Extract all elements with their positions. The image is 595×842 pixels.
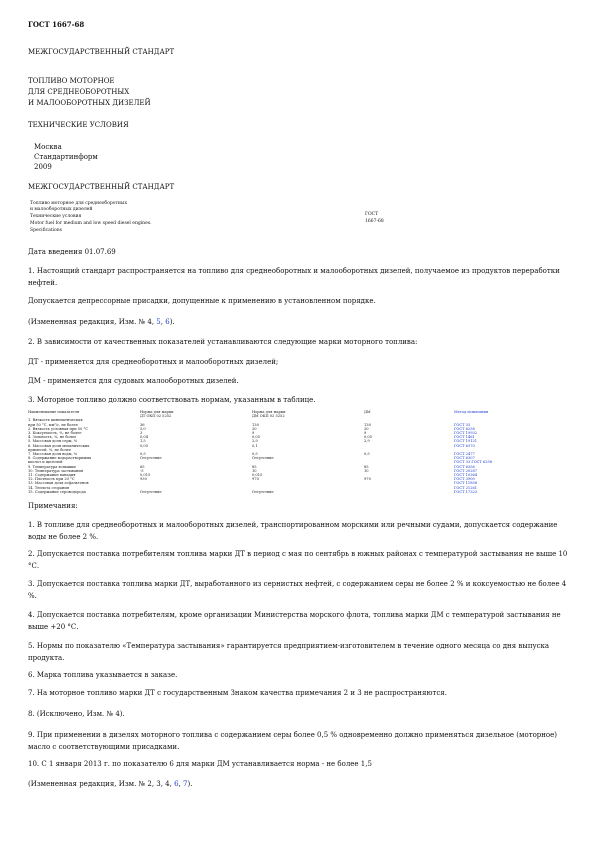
edit-note-2-link-6[interactable]: 6 xyxy=(174,780,179,788)
table-cell: 0,015 xyxy=(140,473,151,477)
note-6: 6. Марка топлива указывается в заказе. xyxy=(28,671,178,679)
table-cell: 970 xyxy=(252,477,259,482)
table-cell: 15. Содержание сероводорода xyxy=(28,489,86,494)
table-cell: 9 xyxy=(252,431,255,435)
table-cell: Норма для марки xyxy=(252,410,286,414)
table-cell: 7. Массовая доля воды, % xyxy=(28,452,78,456)
method-link[interactable]: ГОСТ 6356 xyxy=(454,464,475,469)
block-ru-line-1: Топливо моторное для среднеоборотных xyxy=(30,201,128,206)
table-cell: 2,9 xyxy=(252,439,258,444)
method-link[interactable]: ГОСТ 33 xyxy=(454,422,471,427)
block-en-spec: Specifications xyxy=(30,228,62,233)
table-cell: 9 xyxy=(364,431,367,435)
table-cell: 9. Температура вспышки xyxy=(28,464,76,469)
publisher-name: Стандартинформ xyxy=(34,153,98,161)
table-cell: 130 xyxy=(364,422,371,427)
table-cell: 970 xyxy=(364,477,371,482)
table-cell: 8. Содержание водорастворимых xyxy=(28,456,92,461)
note-8: 8. (Исключено, Изм. № 4). xyxy=(28,710,125,718)
table-cell: 65 xyxy=(140,464,145,469)
table-cell: 13. Массовая доля асфальтенов xyxy=(28,481,89,486)
method-link[interactable]: ГОСТ 20287 xyxy=(454,468,478,473)
table-cell: Отсутствие xyxy=(252,456,274,461)
table-cell: 10 xyxy=(364,468,369,473)
table-cell: 14. Теплота сгорания xyxy=(28,485,70,490)
method-link[interactable]: Метод испытания xyxy=(454,410,489,414)
subtitle: ТЕХНИЧЕСКИЕ УСЛОВИЯ xyxy=(28,121,129,129)
note-2: 2. Допускается поставка потребителям топлива марки ДТ в период с мая по сентябрь в южных районах с температурой застывания не выше 10 °С. xyxy=(28,550,568,570)
table-cell: 85 xyxy=(252,464,257,469)
paragraph-2b: ДМ - применяется для судовых малооборотных дизелей. xyxy=(28,377,239,385)
table-cell: 20 xyxy=(364,426,369,431)
table-cell: 5. Массовая доля серы, % xyxy=(28,439,78,444)
table-cell: 1. Вязкость кинематическая xyxy=(28,418,83,423)
table-cell: 4. Зольность, %, не более xyxy=(28,435,77,440)
block-gost-number: 1667-68 xyxy=(365,219,384,224)
table-cell: 3 xyxy=(140,431,143,435)
table-cell: при 50 °С, мм²/с, не более xyxy=(28,422,78,427)
table-cell: 2. Вязкость условная при 50 °С xyxy=(28,426,88,431)
table-cell: 0,05 xyxy=(140,443,149,448)
edit-note-1: (Измененная редакция, Изм. № 4, 5, 6). xyxy=(28,318,175,326)
table-cell: Отсутствие xyxy=(140,456,162,461)
edit-note-1-link-5[interactable]: 5 xyxy=(156,318,161,326)
method-link[interactable]: ГОСТ 33 ГОСТ 6258 xyxy=(454,460,493,465)
table-cell: Наименование показателя xyxy=(28,410,80,414)
table-cell: 1,5 xyxy=(140,439,146,444)
table-cell: 0,05 xyxy=(364,435,373,440)
table-cell: 10. Температура застывания xyxy=(28,468,84,473)
table-cell: ДТ ОКП 02 5252 xyxy=(140,414,172,419)
table-cell: кислот и щелочей xyxy=(28,460,63,465)
table-cell: 0,5 xyxy=(364,452,370,456)
intro-date-value: 01.07.69 xyxy=(84,248,116,256)
note-4: 4. Допускается поставка потребителям, кроме организации Министерства морского флота, топлива марки ДМ с температурой застывания не выше +20 °С. xyxy=(28,611,561,631)
edit-note-1-prefix: (Измененная редакция, Изм. № 4, xyxy=(28,318,155,326)
table-cell: 0,5 xyxy=(140,452,146,456)
table-row xyxy=(28,490,568,495)
edit-note-2-link-7[interactable]: 7 xyxy=(183,780,188,788)
method-link[interactable]: ГОСТ 3900 xyxy=(454,477,475,482)
table-cell: ДМ ОКП 02 5252 xyxy=(252,414,285,419)
title-line-2: ДЛЯ СРЕДНЕОБОРОТНЫХ xyxy=(28,88,130,96)
table-cell: ДМ xyxy=(364,410,371,414)
header-title: МЕЖГОСУДАРСТВЕННЫЙ СТАНДАРТ xyxy=(28,48,175,56)
table-cell: 85 xyxy=(364,464,369,469)
table-cell: 10 xyxy=(252,468,257,473)
table-cell: 2,9 xyxy=(364,439,370,444)
block-gost-label: ГОСТ xyxy=(365,212,379,217)
note-7: 7. На моторное топливо марки ДТ с государственным Знаком качества примечания 2 и 3 не распространяются. xyxy=(28,689,447,697)
paragraph-1b: Допускается депрессорные присадки, допущенные к применению в установленном порядке. xyxy=(28,297,376,305)
table-cell: 0,1 xyxy=(252,443,258,448)
method-link[interactable]: ГОСТ 6307 xyxy=(454,456,475,461)
note-9: 9. При применении в дизелях моторного топлива с содержанием серы более 0,5 % одновременно должно применяться дизельное (моторное) масло с соответствующими присадками. xyxy=(28,731,558,751)
paragraph-2a: ДТ - применяется для среднеоборотных и малооборотных дизелей; xyxy=(28,358,279,366)
doc-id: ГОСТ 1667-68 xyxy=(28,20,85,29)
method-link[interactable]: ГОСТ 1461 xyxy=(454,435,475,440)
publisher-city: Москва xyxy=(34,143,62,151)
method-link[interactable]: ГОСТ 21261 xyxy=(454,485,478,490)
paragraph-1: 1. Настоящий стандарт распространяется на топливо для среднеоборотных и малооборотных дизелей, получаемое из продуктов переработки нефтей. xyxy=(28,267,560,287)
method-link[interactable]: ГОСТ 6258 xyxy=(454,426,475,431)
method-link[interactable]: ГОСТ 19121 xyxy=(454,439,478,444)
publisher-year: 2009 xyxy=(34,163,52,171)
table-cell: 36 xyxy=(140,422,145,427)
table-cell: 6. Массовая доля механических xyxy=(28,443,90,448)
table-cell-method[interactable] xyxy=(454,490,564,494)
table-cell: Отсутствие xyxy=(252,489,274,494)
table-cell: 930 xyxy=(140,477,147,482)
intro-date-label: Дата введения xyxy=(28,248,83,256)
table-cell: 0,5 xyxy=(252,452,258,456)
edit-note-1-suffix: ). xyxy=(169,318,175,326)
edit-note-2-suffix: ). xyxy=(187,780,193,788)
edit-note-1-link-6[interactable]: 6 xyxy=(165,318,170,326)
paragraph-2: 2. В зависимости от качественных показателей устанавливаются следующие марки моторного топлива: xyxy=(28,338,418,346)
table-cell: примесей, %, не более xyxy=(28,447,72,452)
table-cell: Норма для марки xyxy=(140,410,174,414)
note-5: 5. Нормы по показателю «Температура застывания» гарантируется предприятием-изготовителем в течение одного месяца со дня выпуска продукта. xyxy=(28,642,550,662)
table-cell: 0,015 xyxy=(252,473,263,477)
table-cell: 5,0 xyxy=(140,426,146,431)
edit-note-2-prefix: (Измененная редакция, Изм. № 2, 3, 4, xyxy=(28,780,172,788)
block-en-line: Motor fuel for medium and low speed diesel engines. xyxy=(30,221,152,226)
table-cell: -5 xyxy=(140,468,144,473)
note-3: 3. Допускается поставка топлива марки ДТ, выработанного из сернистых нефтей, с содержанием серы не более 2 % и коксуемостью не более 4 %. xyxy=(28,580,567,600)
table-cell: 0,05 xyxy=(252,435,261,440)
paragraph-3: 3. Моторное топливо должно соответствовать нормам, указанным в таблице. xyxy=(28,396,316,404)
table-cell: Отсутствие xyxy=(140,489,162,494)
second-header: МЕЖГОСУДАРСТВЕННЫЙ СТАНДАРТ xyxy=(28,183,175,191)
method-link[interactable]: ГОСТ 19932 xyxy=(454,431,478,435)
note-1: 1. В топливе для среднеоборотных и малооборотных дизелей, транспортированном морскими или речными судами, допускается содержание воды не более 2 %. xyxy=(28,521,558,541)
method-link[interactable]: ГОСТ 17323 xyxy=(454,489,478,494)
table-cell: 130 xyxy=(252,422,259,427)
table-cell: 11. Содержание ванадия xyxy=(28,473,76,477)
notes-title: Примечания: xyxy=(28,502,78,510)
table-cell: 12. Плотность при 20 °С xyxy=(28,477,75,482)
method-link[interactable]: ГОСТ 2477 xyxy=(454,452,475,456)
note-10: 10. С 1 января 2013 г. по показателю 6 для марки ДМ устанавливается норма - не более 1,5 xyxy=(28,760,372,768)
table-cell: 20 xyxy=(252,426,257,431)
title-line-1: ТОПЛИВО МОТОРНОЕ xyxy=(28,77,115,85)
method-link[interactable]: ГОСТ 6370 xyxy=(454,443,475,448)
block-ru-tu: Технические условия xyxy=(30,214,82,219)
table-cell: 3. Коксуемость, %, не более xyxy=(28,431,82,435)
intro-date xyxy=(28,248,116,256)
edit-note-2: (Измененная редакция, Изм. № 2, 3, 4, 6, 7). xyxy=(28,780,193,788)
title-line-3: И МАЛООБОРОТНЫХ ДИЗЕЛЕЙ xyxy=(28,99,151,107)
block-ru-line-2: и малооборотных дизелей xyxy=(30,207,93,212)
method-link[interactable]: ГОСТ 10364 xyxy=(454,473,478,477)
method-link[interactable]: ГОСТ 11858 xyxy=(454,481,478,486)
table-cell: 0,04 xyxy=(140,435,149,440)
